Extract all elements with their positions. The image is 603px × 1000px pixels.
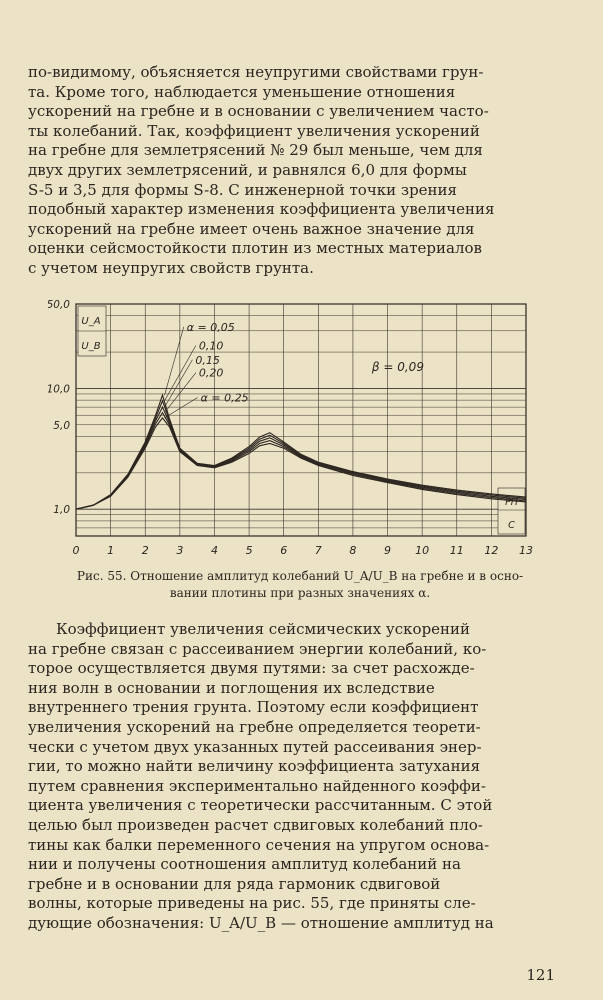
text-line: та. Кроме того, наблюдается уменьшение отношения <box>28 82 456 101</box>
text-line: по-видимому, объясняется неупругими свойствами грун- <box>28 63 484 81</box>
alpha-label: α = 0,05 <box>186 320 235 334</box>
text-line: волны, которые приведены на рис. 55, где приняты сле- <box>28 894 476 913</box>
text-line: циента увеличения с теоретически рассчитанным. С этой <box>28 796 493 815</box>
x-tick-label: 9 <box>384 544 392 557</box>
text-line: нии и получены соотношения амплитуд колебаний на <box>28 855 461 874</box>
x-tick-label: 3 <box>176 544 184 557</box>
text-line: оценки сейсмостойкости плотин из местных материалов <box>28 239 482 258</box>
y-tick-label: 1,0 <box>53 504 70 517</box>
text-line: на гребне для землетрясений № 29 был меньше, чем для <box>28 141 483 160</box>
xlabel-top: PH <box>505 497 518 508</box>
paragraph-top <box>28 63 556 279</box>
text-line: целью был произведен расчет сдвиговых колебаний пло- <box>28 815 483 834</box>
text-line: на гребне связан с рассеиванием энергии колебаний, ко- <box>28 639 487 658</box>
beta-label: β = 0,09 <box>371 359 424 374</box>
x-tick-label: 5 <box>245 544 253 557</box>
x-tick-label: 6 <box>280 544 288 557</box>
text-line: ния волн в основании и поглощения их вследствие <box>28 678 435 697</box>
text-line: S-5 и 3,5 для формы S-8. С инженерной точки зрения <box>28 180 458 199</box>
x-tick-label: 7 <box>314 544 322 557</box>
plot-frame <box>76 304 526 536</box>
caption-line: вании плотины при разных значениях α. <box>169 585 431 600</box>
text-line: Коэффициент увеличения сейсмических ускорений <box>56 620 471 638</box>
text-line: с учетом неупругих свойств грунта. <box>28 258 314 277</box>
y-tick-label: 10,0 <box>48 383 70 396</box>
page-number: 121 <box>526 966 555 984</box>
figure-55 <box>48 296 548 568</box>
y-tick-label: 50,0 <box>48 299 70 311</box>
text-line: ускорений на гребне имеет очень важное значение для <box>28 219 475 238</box>
text-line: ускорений на гребне и в основании с увеличением часто- <box>28 102 489 121</box>
x-tick-label: 10 <box>415 544 430 557</box>
text-line: путем сравнения экспериментально найденного коэффи- <box>28 776 486 795</box>
text-line: подобный характер изменения коэффициента увеличения <box>28 200 495 219</box>
text-line: ты колебаний. Так, коэффициент увеличения ускорений <box>28 121 480 140</box>
series-line-5 <box>76 418 526 509</box>
x-tick-label: 13 <box>519 544 533 557</box>
caption-line: Рис. 55. Отношение амплитуд колебаний U_A/U_B на гребне и в осно- <box>76 569 524 583</box>
paragraph-bottom <box>28 620 556 934</box>
y-tick-label: 5,0 <box>53 419 70 432</box>
alpha-label: α = 0,25 <box>200 391 249 405</box>
text-line: двух других землетрясений, и равнялся 6,0 для формы <box>28 160 467 179</box>
alpha-leader-line <box>165 397 198 417</box>
text-line: увеличения ускорений на гребне определяется теорети- <box>28 717 481 736</box>
alpha-label: 0,20 <box>198 366 224 380</box>
alpha-label: 0,10 <box>198 339 224 353</box>
x-tick-label: 1 <box>107 544 115 557</box>
ylabel-top: U_A <box>81 316 101 327</box>
text-line: тины как балки переменного сечения на упругом основа- <box>28 835 490 854</box>
text-line: торое осуществляется двумя путями: за счет расхожде- <box>28 659 475 678</box>
x-tick-label: 11 <box>449 544 464 557</box>
amplitude-ratio-chart <box>48 296 548 564</box>
alpha-leader-line <box>165 327 184 395</box>
x-tick-label: 2 <box>141 544 149 557</box>
alpha-label: 0,15 <box>195 353 220 367</box>
figure-caption <box>30 568 570 601</box>
text-line: дующие обозначения: U_A/U_B — отношение амплитуд на <box>28 913 494 932</box>
text-line: гребне и в основании для ряда гармоник сдвиговой <box>28 874 441 893</box>
text-line: внутреннего трения грунта. Поэтому если коэффициент <box>28 698 479 717</box>
x-tick-label: 8 <box>349 544 357 557</box>
x-tick-label: 0 <box>72 544 80 557</box>
text-line: гии, то можно найти величину коэффициента затухания <box>28 757 481 776</box>
ylabel-bottom: U_B <box>81 341 101 352</box>
x-tick-label: 4 <box>210 544 218 557</box>
xlabel-bottom: C <box>508 520 515 531</box>
x-tick-label: 12 <box>484 544 499 557</box>
text-line: чески с учетом двух указанных путей рассеивания энер- <box>28 737 482 756</box>
